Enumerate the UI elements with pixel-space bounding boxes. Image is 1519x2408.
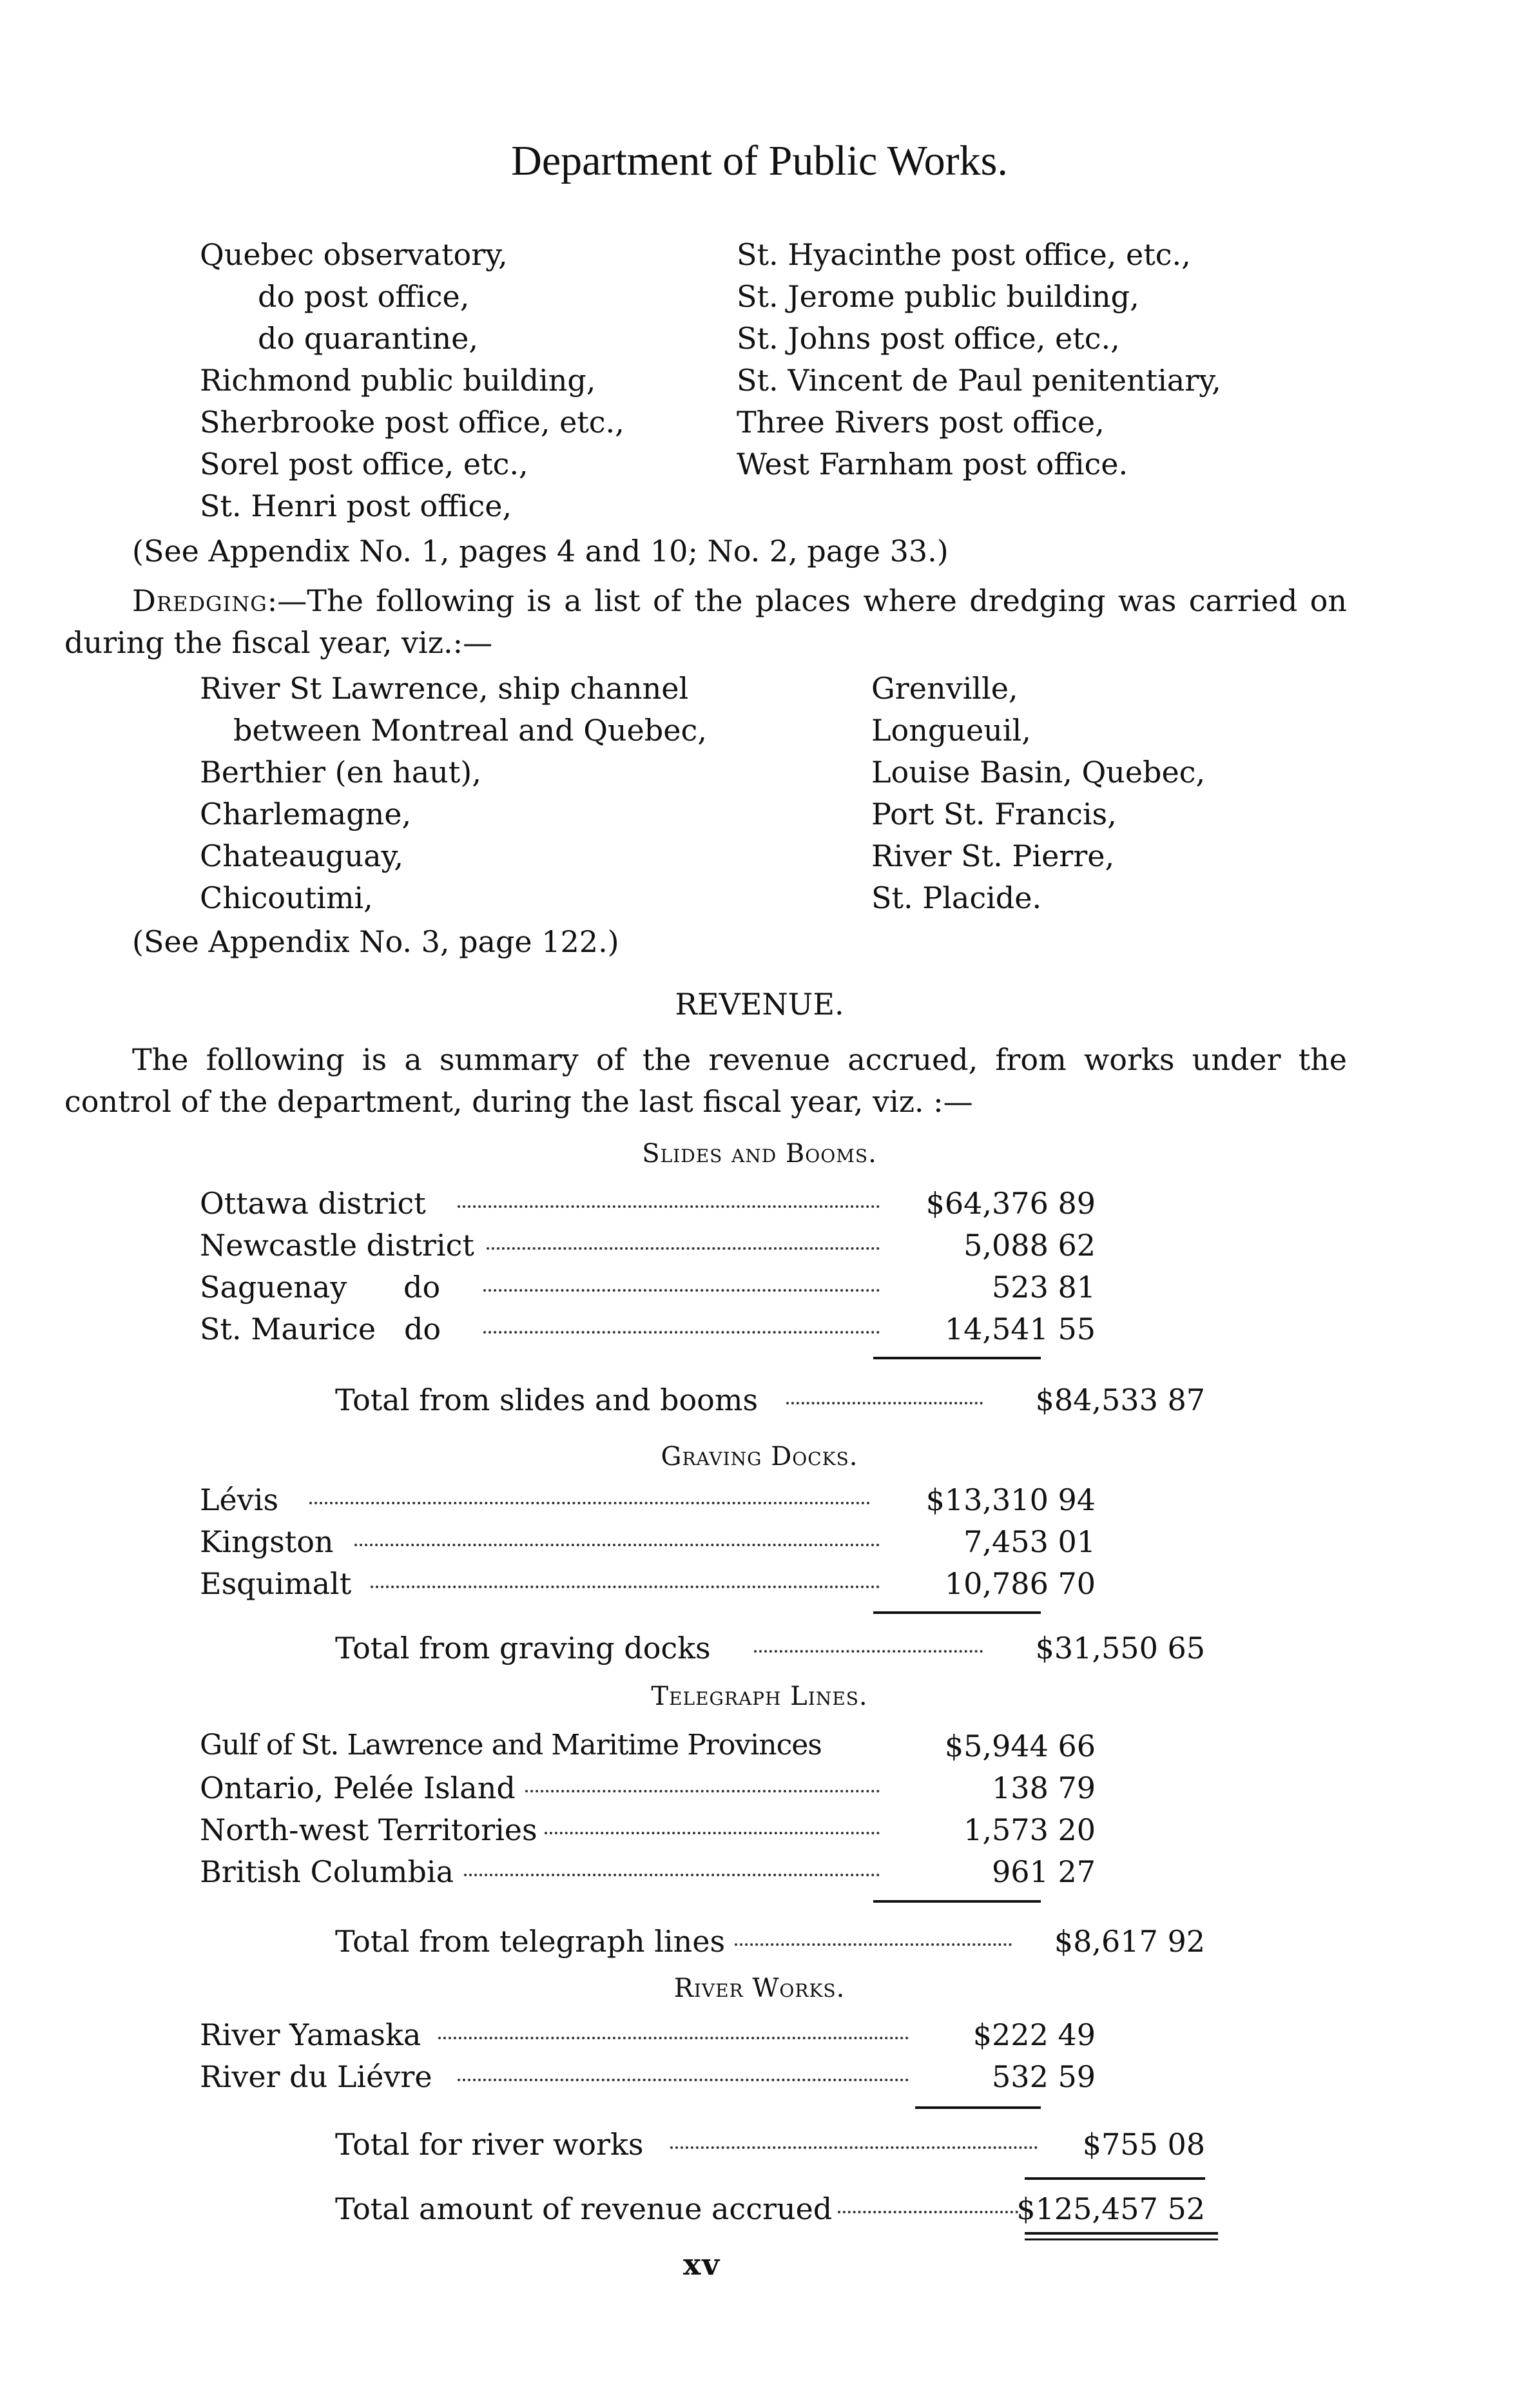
place-item: Sorel post office, etc.,: [200, 447, 528, 481]
leader-dots: [464, 1874, 880, 1876]
dredging-place: Chicoutimi,: [200, 880, 373, 915]
leader-dots: [487, 1247, 880, 1250]
dredging-place: Longueuil,: [871, 713, 1031, 748]
place-item: do post office,: [258, 279, 470, 314]
revenue-title: REVENUE.: [675, 987, 844, 1022]
revenue-row: [200, 1270, 1096, 1308]
dredging-place: Grenville,: [871, 671, 1018, 706]
leader-dots: [786, 1402, 983, 1404]
row-label: Kingston: [200, 1524, 334, 1559]
leader-dots: [371, 1586, 880, 1588]
row-amount: $13,310 94: [925, 1482, 1096, 1517]
row-label: Esquimalt: [200, 1566, 352, 1601]
row-amount: 532 59: [992, 2059, 1096, 2094]
subtotal-rule: [873, 1611, 1041, 1614]
place-item: do quarantine,: [258, 321, 478, 356]
row-amount: 523 81: [992, 1270, 1096, 1305]
row-label: Newcastle district: [200, 1228, 474, 1263]
row-label: Gulf of St. Lawrence and Maritime Provinces: [200, 1729, 822, 1762]
leader-dots: [545, 1832, 880, 1834]
revenue-row: [200, 1566, 1096, 1605]
row-label: Ontario, Pelée Island: [200, 1771, 516, 1805]
dredging-heading: Dredging: [132, 583, 267, 618]
leader-dots: [354, 1544, 880, 1546]
subtotal-rule: [873, 1900, 1041, 1903]
row-label: River du Liévre: [200, 2059, 432, 2094]
leader-dots: [838, 2211, 1018, 2213]
leader-dots: [309, 1502, 870, 1504]
row-amount: 1,573 20: [963, 1812, 1096, 1847]
place-item: St. Hyacinthe post office, etc.,: [737, 237, 1191, 272]
place-item: Richmond public building,: [200, 363, 596, 398]
row-amount: 961 27: [992, 1854, 1096, 1889]
row-label: Lévis: [200, 1482, 279, 1517]
row-label: Ottawa district: [200, 1186, 426, 1221]
dredging-place: Louise Basin, Quebec,: [871, 755, 1206, 790]
leader-dots: [735, 1943, 1012, 1946]
section-total-label: Total from graving docks: [335, 1631, 711, 1665]
place-item: West Farnham post office.: [737, 447, 1128, 481]
section-heading-graving-docks: Graving Docks.: [661, 1442, 858, 1471]
revenue-row: [200, 1771, 1096, 1809]
section-heading-river-works: River Works.: [673, 1974, 846, 2003]
leader-dots: [458, 2079, 909, 2081]
row-label: North-west Territories: [200, 1812, 537, 1847]
leader-dots: [754, 1650, 983, 1653]
dredging-place: River St Lawrence, ship channel: [200, 671, 689, 706]
revenue-row: [200, 1312, 1096, 1350]
row-amount: $222 49: [972, 2017, 1096, 2052]
dredging-place: Chateauguay,: [200, 839, 404, 873]
section-total-amount: $755 08: [1082, 2127, 1205, 2162]
section-total-amount: $31,550 65: [1035, 1631, 1205, 1665]
dredging-appendix-reference: (See Appendix No. 3, page 122.): [132, 924, 619, 959]
grand-total-top-rule: [1025, 2177, 1205, 2180]
page-number: xv: [683, 2247, 721, 2282]
leader-dots: [525, 1790, 880, 1792]
place-item: St. Johns post office, etc.,: [737, 321, 1120, 356]
subtotal-rule: [873, 1357, 1041, 1359]
dredging-paragraph: [64, 580, 1347, 664]
leader-dots: [483, 1331, 880, 1334]
subtotal-rule: [915, 2106, 1041, 2109]
revenue-intro: The following is a summary of the revenue accrued, from works under the control of the department, during the last fiscal year, viz. :—: [64, 1042, 1347, 1119]
section-heading-telegraph-lines: Telegraph Lines.: [651, 1682, 868, 1711]
row-amount: $64,376 89: [925, 1186, 1096, 1221]
page-title: Department of Public Works.: [511, 137, 1008, 184]
place-item: Three Rivers post office,: [737, 405, 1105, 440]
section-total-label: Total for river works: [335, 2127, 644, 2162]
dredging-place: Berthier (en haut),: [200, 755, 481, 790]
dredging-place: Port St. Francis,: [871, 797, 1117, 831]
leader-dots: [670, 2146, 1038, 2149]
row-label: Saguenay do: [200, 1270, 441, 1305]
place-item: Sherbrooke post office, etc.,: [200, 405, 624, 440]
dredging-place: St. Placide.: [871, 880, 1042, 915]
section-total-row: [335, 1924, 1205, 1963]
revenue-row: [200, 1524, 1096, 1563]
leader-dots: [438, 2037, 909, 2039]
revenue-row: [200, 2017, 1096, 2056]
row-amount: 14,541 55: [944, 1312, 1096, 1346]
row-label: St. Maurice do: [200, 1312, 441, 1346]
revenue-row: [200, 1729, 1096, 1767]
row-amount: 5,088 62: [963, 1228, 1096, 1263]
row-amount: $5,944 66: [944, 1729, 1096, 1763]
revenue-row: [200, 1854, 1096, 1893]
section-total-label: Total from slides and booms: [335, 1383, 759, 1417]
grand-total-label: Total amount of revenue accrued: [335, 2191, 833, 2226]
row-amount: 10,786 70: [944, 1566, 1096, 1601]
grand-total-row: [335, 2191, 1205, 2230]
place-item: St. Vincent de Paul penitentiary,: [737, 363, 1221, 398]
row-label: British Columbia: [200, 1854, 454, 1889]
section-total-amount: $84,533 87: [1035, 1383, 1205, 1417]
revenue-row: [200, 2059, 1096, 2098]
revenue-row: [200, 1186, 1096, 1225]
revenue-row: [200, 1812, 1096, 1851]
place-item: Quebec observatory,: [200, 237, 508, 272]
row-amount: 138 79: [992, 1771, 1096, 1805]
revenue-row: [200, 1482, 1096, 1521]
appendix-reference: (See Appendix No. 1, pages 4 and 10; No. 2, page 33.): [132, 534, 949, 568]
section-total-row: [335, 1383, 1205, 1421]
dredging-place: Charlemagne,: [200, 797, 412, 831]
row-amount: 7,453 01: [963, 1524, 1096, 1559]
section-total-label: Total from telegraph lines: [335, 1924, 726, 1959]
section-total-row: [335, 2127, 1205, 2166]
revenue-row: [200, 1228, 1096, 1267]
dredging-place: between Montreal and Quebec,: [233, 713, 707, 748]
dredging-place: River St. Pierre,: [871, 839, 1115, 873]
place-item: St. Jerome public building,: [737, 279, 1139, 314]
grand-total-underline-double: [1025, 2238, 1218, 2240]
row-label: River Yamaska: [200, 2017, 421, 2052]
section-total-row: [335, 1631, 1205, 1669]
grand-total-amount: $125,457 52: [1016, 2191, 1205, 2226]
leader-dots: [483, 1289, 880, 1292]
section-heading-slides-and-booms: Slides and Booms.: [642, 1139, 877, 1169]
place-item: St. Henri post office,: [200, 489, 512, 523]
dredging-intro: :—The following is a list of the places where dredging was carried on during the fiscal year, viz.:—: [64, 583, 1347, 660]
section-total-amount: $8,617 92: [1054, 1924, 1205, 1959]
grand-total-underline: [1025, 2232, 1218, 2235]
leader-dots: [458, 1205, 880, 1208]
